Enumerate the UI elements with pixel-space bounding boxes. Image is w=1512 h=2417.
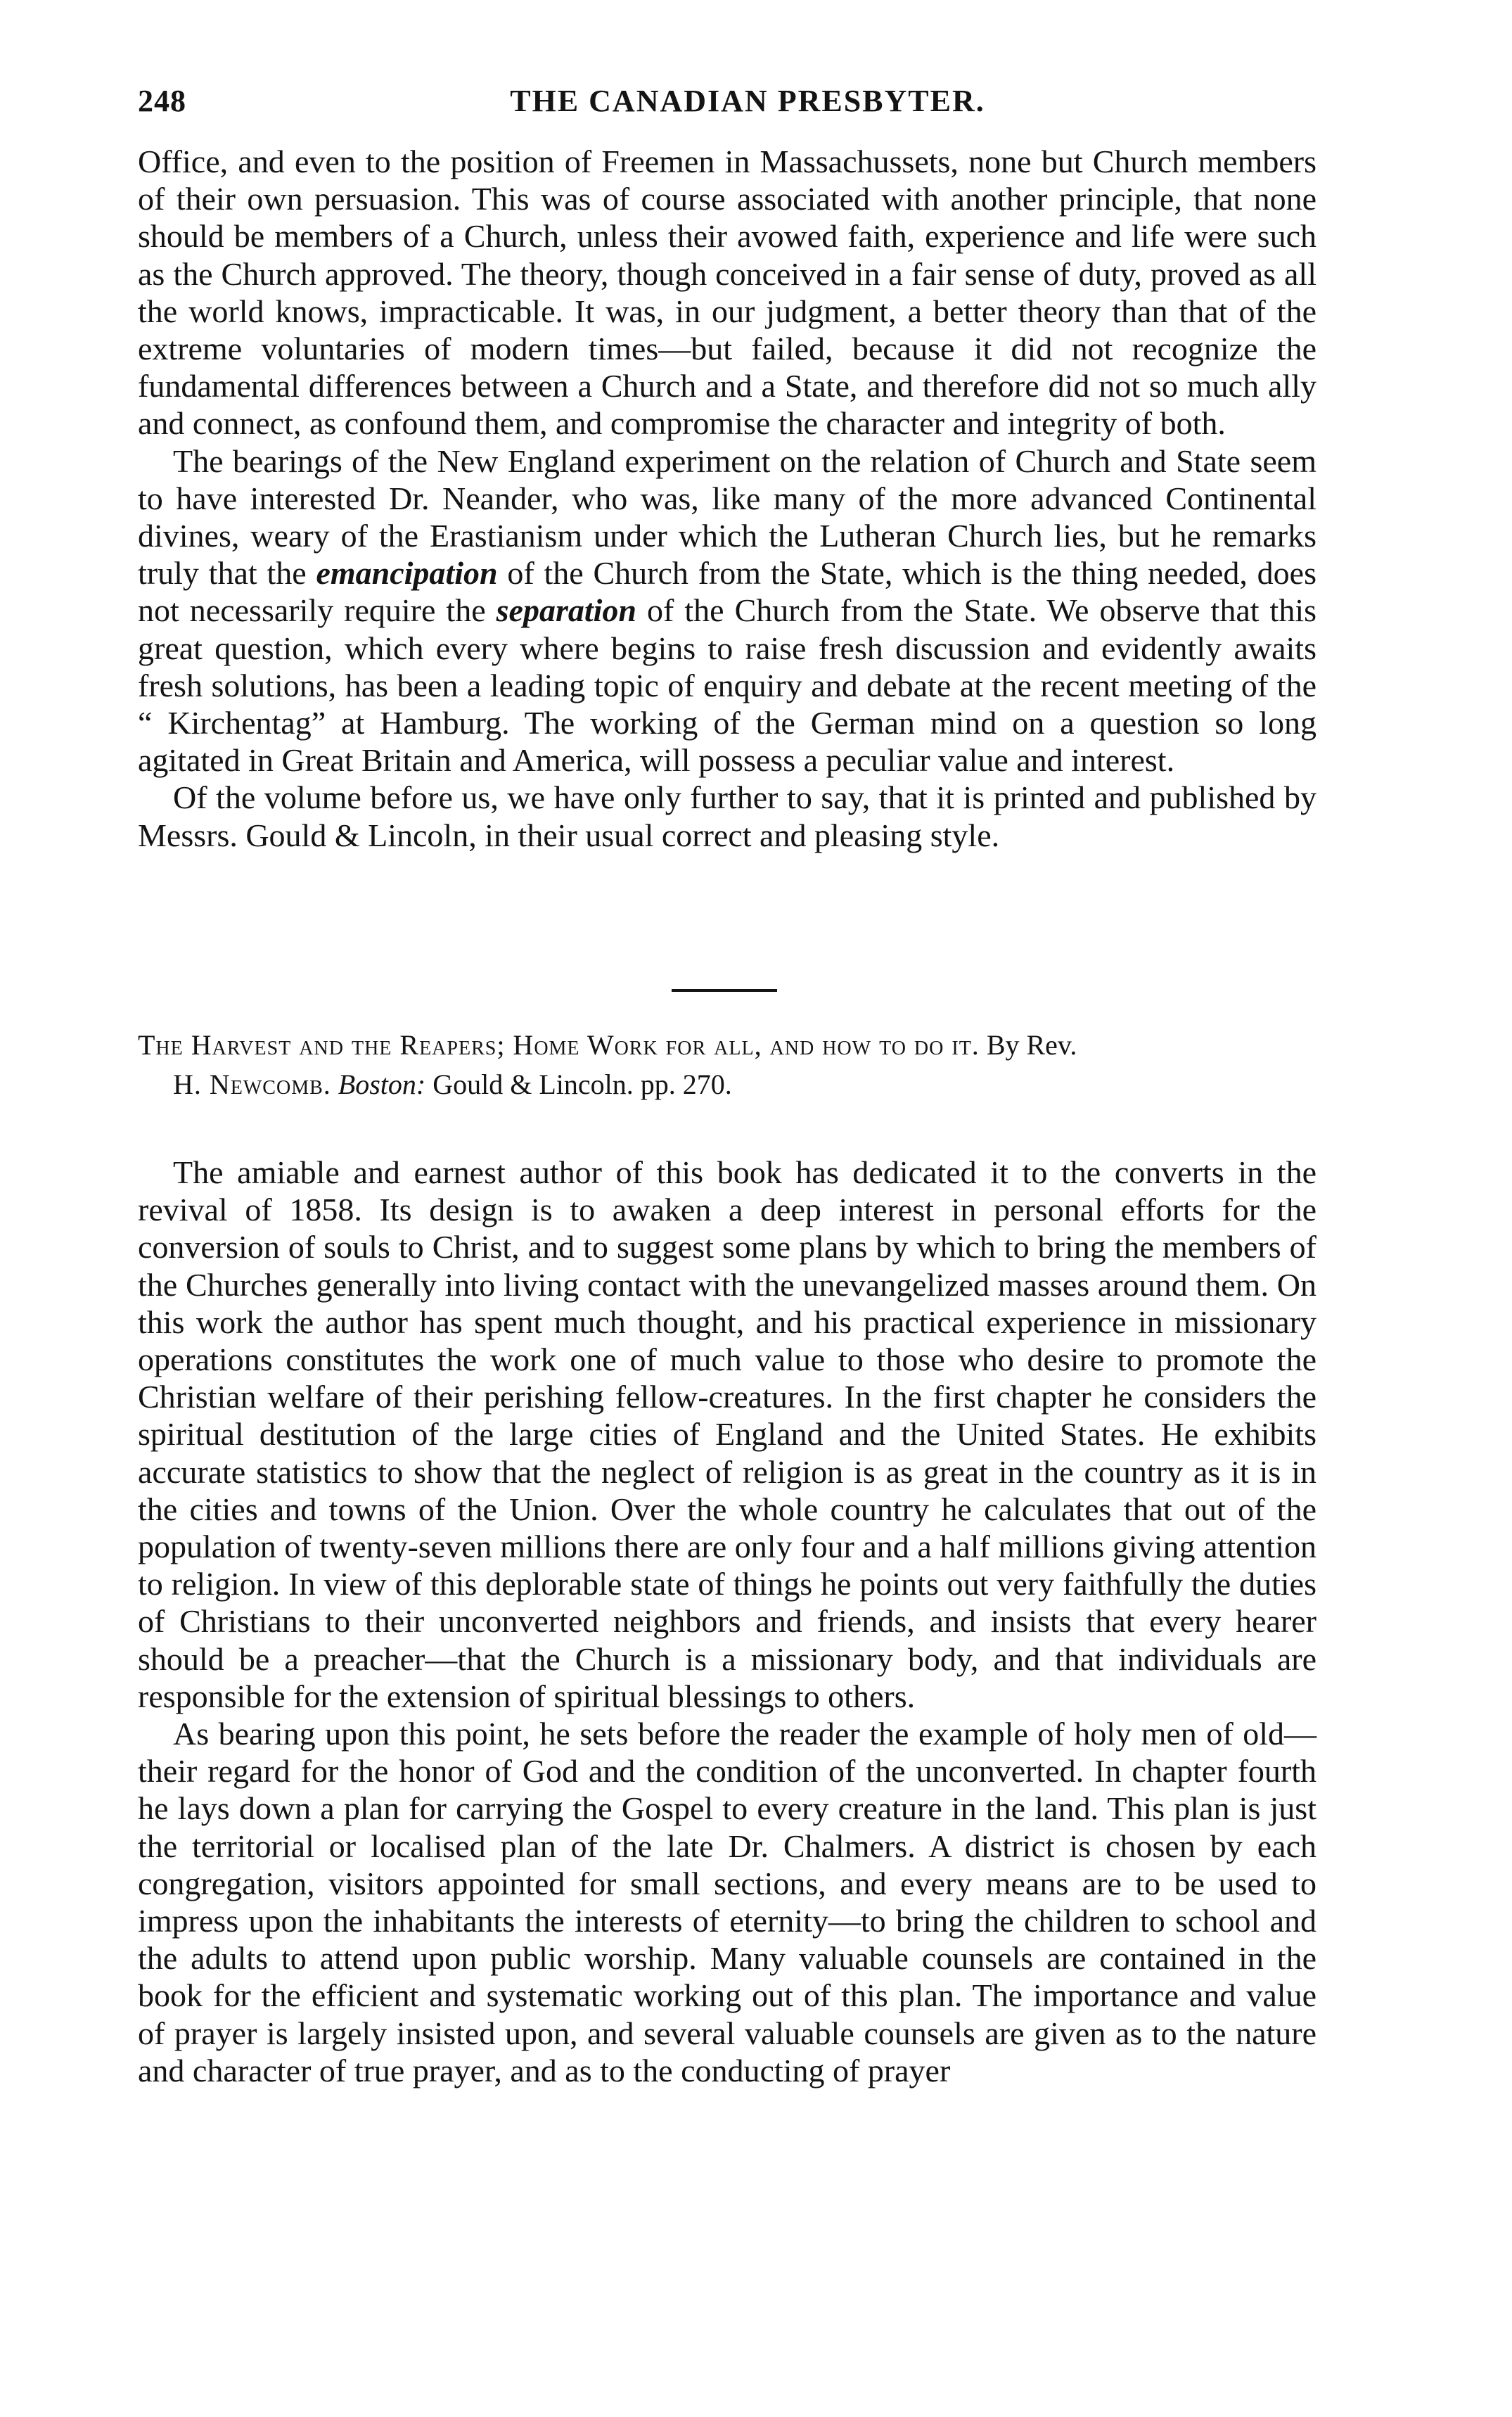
paragraph-1: Office, and even to the position of Freemen in Massachussets, none but Church members of their own persuasion. This was of course associated with another principle, that none should be members of a Church, unless their avowed faith, experience and life were such as the Church approved. The theory, though conceived in a fair sense of duty, proved as all the world knows, impracticable. It was, in our judgment, a better theory than that of the extreme voluntaries of modern times—but failed, because it did not recognize the fundamental differences between a Church and a State, and therefore did not so much ally and connect, as confound them, and compromise the character and integrity of both. (138, 144, 1316, 442)
paragraph-2-text-a: The bearings of the New England experiment on the relation of Church and State seem to have interested Dr. Neander, who was, like many of the more advanced Continental divines, weary of the Erastianism under which the Lutheran Church lies, but he remarks truly that the (138, 442, 1316, 592)
review-book-title: The Harvest and the Reapers; Home Work for all, and how to do it. (138, 1029, 980, 1061)
page-number: 248 (138, 84, 186, 118)
paragraph-3: Of the volume before us, we have only further to say, that it is printed and published by Messrs. Gould & Lincoln, in their usual correct and pleasing style. (138, 779, 1316, 853)
article-continuation (138, 143, 1316, 854)
emphasis-emancipation: emancipation (316, 555, 498, 592)
review-paragraph-2: As bearing upon this point, he sets before the reader the example of holy men of old—their regard for the honor of God and the condition of the unconverted. In chapter fourth he lays down a plan for carrying the Gospel to every creature in the land. This plan is just the territorial or localised plan of the late Dr. Chalmers. A district is chosen by each congregation, visitors appointed for small sections, and every means are to be used to impress upon the inhabitants the interests of eternity—to bring the children to school and the adults to attend upon public worship. Many valuable counsels are contained in the book for the efficient and systematic working out of this plan. The importance and value of prayer is largely insisted upon, and several valuable counsels are given as to the nature and character of true prayer, and as to the conducting of prayer (138, 1716, 1316, 2088)
review-publisher: Gould & Lincoln. (433, 1069, 634, 1100)
review-heading (138, 1026, 1316, 1104)
paragraph-2-text-b: of the Church from the State, which is the thing needed, does not necessarily require the (138, 555, 1317, 629)
emphasis-separation: separation (496, 592, 637, 629)
review-imprint (138, 1065, 1316, 1104)
page-header (138, 83, 1315, 132)
review-author: H. Newcomb. (173, 1069, 331, 1100)
review-place: Boston: (338, 1069, 426, 1100)
paragraph-2 (138, 442, 1316, 779)
section-divider (672, 989, 777, 992)
review-paragraph-1: The amiable and earnest author of this book has dedicated it to the converts in the revival of 1858. Its design is to awaken a deep interest in personal efforts for the conversion of souls to Christ, and to suggest some plans by which to bring the members of the Churches generally into living contact with the unevangelized masses around them. On this work the author has spent much thought, and his practical experience in missionary operations constitutes the work one of much value to those who desire to promote the Christian welfare of their perishing fellow-creatures. In the first chapter he considers the spiritual destitution of the large cities of England and the United States. He exhibits accurate statistics to show that the neglect of religion is as great in the country as it is in the cities and towns of the Union. Over the whole country he calculates that out of the population of twenty-seven millions there are only four and a half millions giving attention to religion. In view of this deplorable state of things he points out very faithfully the duties of Christians to their unconverted neighbors and friends, and insists that every hearer should be a preacher—that the Church is a missionary body, and that individuals are responsible for the extension of spiritual blessings to others. (138, 1154, 1316, 1714)
review-pages: pp. 270. (640, 1069, 732, 1100)
review-by: By Rev. (986, 1029, 1077, 1061)
running-title: THE CANADIAN PRESBYTER. (510, 84, 985, 118)
paragraph-2-text-c: of the Church from the State. We observe that this great question, which every where begins to raise fresh discussion and evidently awaits fresh solutions, has been a leading topic of enquiry and debate at the recent meeting of the “ Kirchentag” at Hamburg. The working of the German mind on a question so long agitated in Great Britain and America, will possess a peculiar value and interest. (138, 592, 1316, 779)
review-body (138, 1154, 1316, 2089)
